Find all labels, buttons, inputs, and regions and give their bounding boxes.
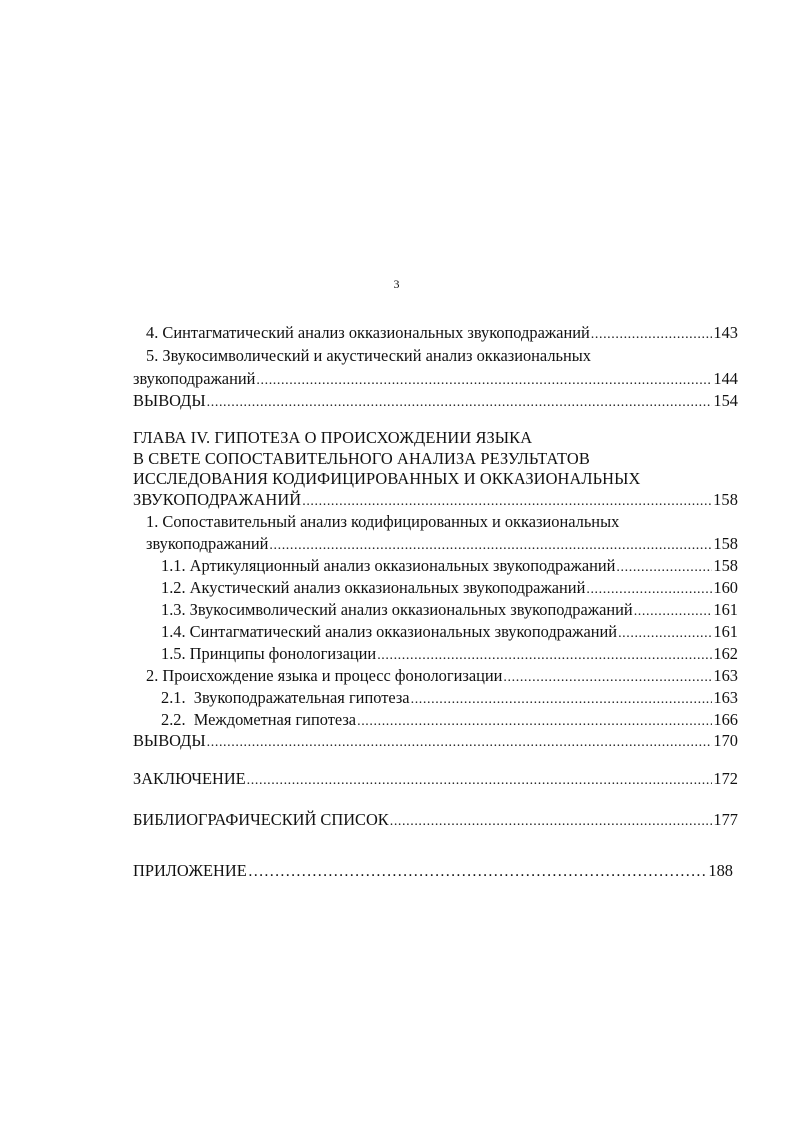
toc-entry-title: звукоподражаний — [146, 534, 269, 553]
toc-dot-leader — [256, 371, 712, 391]
toc-entry-title: ПРИЛОЖЕНИЕ — [133, 861, 247, 880]
toc-entry-title: 2.2. Междометная гипотеза — [161, 710, 357, 729]
toc-dot-leader — [390, 812, 713, 832]
toc-entry-title: ЗВУКОПОДРАЖАНИЙ — [133, 490, 302, 509]
chapter-4-title-line-1: ГЛАВА IV. ГИПОТЕЗА О ПРОИСХОЖДЕНИИ ЯЗЫКА — [133, 428, 533, 447]
toc-entry-appendix — [133, 861, 733, 883]
toc-dot-leader — [357, 712, 712, 732]
toc-entry-title: ЗАКЛЮЧЕНИЕ — [133, 769, 246, 788]
chapter-4-title-line-2: В СВЕТЕ СОПОСТАВИТЕЛЬНОГО АНАЛИЗА РЕЗУЛЬТАТОВ — [133, 449, 590, 468]
toc-entry-2-1 — [161, 688, 738, 710]
toc-entry-1-3 — [161, 600, 738, 622]
toc-dot-leader — [618, 624, 712, 644]
toc-entry-title: 1.3. Звукосимволический анализ окказиональных звукоподражаний — [161, 600, 633, 619]
toc-entry-title: звукоподражаний — [133, 369, 256, 388]
toc-entry-title: БИБЛИОГРАФИЧЕСКИЙ СПИСОК — [133, 810, 389, 829]
toc-dot-leader — [207, 393, 713, 413]
toc-entry-conclusions-4 — [133, 731, 738, 753]
toc-entry-conclusion — [133, 769, 738, 791]
toc-entry-page: 161 — [713, 600, 738, 619]
toc-entry-title: 1. Сопоставительный анализ кодифицированных и окказиональных — [146, 512, 620, 531]
toc-entry-title: ВЫВОДЫ — [133, 391, 206, 410]
toc-entry-zvukosimv-analysis — [133, 369, 738, 391]
page-number: 3 — [393, 277, 400, 291]
toc-entry-page: 158 — [713, 490, 738, 509]
toc-entry-title: 1.5. Принципы фонологизации — [161, 644, 377, 663]
toc-entry-chapter-4 — [133, 490, 738, 512]
toc-entry-page: 163 — [713, 688, 738, 707]
toc-entry-page: 160 — [713, 578, 738, 597]
toc-dot-leader — [586, 580, 712, 600]
toc-entry-title: ВЫВОДЫ — [133, 731, 206, 750]
toc-dot-leader — [302, 492, 712, 512]
toc-entry-page: 158 — [713, 534, 738, 553]
toc-entry-page: 144 — [713, 369, 738, 388]
toc-entry-title: 1.4. Синтагматический анализ окказиональных звукоподражаний — [161, 622, 618, 641]
toc-dot-leader — [411, 690, 713, 710]
toc-entry-page: 143 — [713, 323, 738, 342]
toc-dot-leader — [207, 733, 713, 753]
toc-entry-synt-analysis — [146, 323, 738, 345]
chapter-4-title-line-3: ИССЛЕДОВАНИЯ КОДИФИЦИРОВАННЫХ И ОККАЗИОНАЛЬНЫХ — [133, 469, 641, 488]
toc-entry-page: 172 — [713, 769, 738, 788]
toc-entry-title: 2. Происхождение языка и процесс фонологизации — [146, 666, 503, 685]
toc-dot-leader — [247, 771, 713, 791]
toc-entry-1-5 — [161, 644, 738, 666]
toc-dot-leader — [269, 536, 712, 556]
toc-entry-1-4 — [161, 622, 738, 644]
toc-entry-page: 177 — [713, 810, 738, 829]
toc-entry-2-2 — [161, 710, 738, 732]
toc-entry-conclusions-3 — [133, 391, 738, 413]
toc-dot-leader — [616, 558, 712, 578]
toc-entry-title: 5. Звукосимволический и акустический анализ окказиональных — [146, 346, 591, 365]
toc-entry-page: 166 — [713, 710, 738, 729]
toc-entry-comparative-analysis — [146, 534, 738, 556]
toc-entry-bibliography — [133, 810, 738, 832]
toc-entry-1-1 — [161, 556, 738, 578]
toc-entry-page: 158 — [713, 556, 738, 575]
toc-entry-title: 1.1. Артикуляционный анализ окказиональных звукоподражаний — [161, 556, 616, 575]
toc-entry-page: 188 — [708, 861, 733, 880]
toc-dot-leader — [591, 325, 713, 345]
toc-entry-page: 163 — [713, 666, 738, 685]
toc-entry-page: 170 — [713, 731, 738, 750]
toc-entry-title: 2.1. Звукоподражательная гипотеза — [161, 688, 410, 707]
toc-entry-title: 1.2. Акустический анализ окказиональных звукоподражаний — [161, 578, 586, 597]
toc-entry-title: 4. Синтагматический анализ окказиональных звукоподражаний — [146, 323, 590, 342]
toc-entry-page: 161 — [713, 622, 738, 641]
toc-dot-leader — [248, 862, 708, 883]
toc-dot-leader — [377, 646, 712, 666]
toc-entry-page: 162 — [713, 644, 738, 663]
toc-dot-leader — [503, 668, 712, 688]
toc-dot-leader — [634, 602, 713, 622]
toc-entry-1-2 — [161, 578, 738, 600]
toc-entry-2 — [146, 666, 738, 688]
toc-entry-page: 154 — [713, 391, 738, 410]
